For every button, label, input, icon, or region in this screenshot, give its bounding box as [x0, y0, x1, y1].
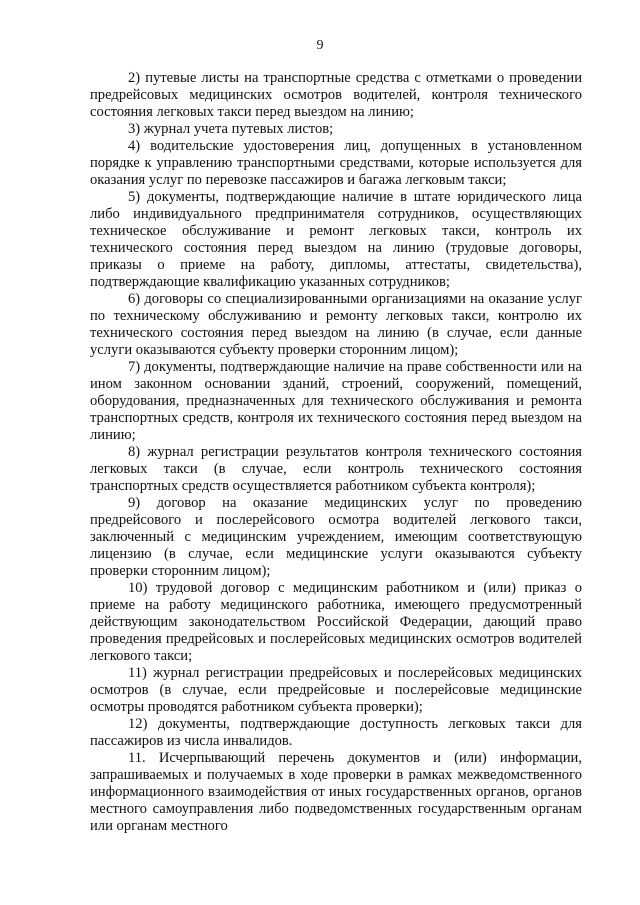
paragraph-item-2: 2) путевые листы на транспортные средства с отметками о проведении предрейсовых медицинских осмотров водителей, контроля технического состояния легковых такси перед выездом на линию;	[90, 70, 582, 120]
document-body	[90, 70, 582, 835]
paragraph-item-8: 8) журнал регистрации результатов контроля технического состояния легковых такси (в случае, если контроль технического состояния транспортных средств осуществляется работником субъекта контроля);	[90, 444, 582, 494]
paragraph-item-12: 12) документы, подтверждающие доступность легковых такси для пассажиров из числа инвалидов.	[90, 716, 582, 749]
paragraph-item-11: 11) журнал регистрации предрейсовых и послерейсовых медицинских осмотров (в случае, если предрейсовые и послерейсовые медицинские осмотры проводятся работником субъекта проверки);	[90, 665, 582, 715]
paragraph-item-7: 7) документы, подтверждающие наличие на праве собственности или на ином законном основании зданий, строений, сооружений, помещений, оборудования, предназначенных для технического обслуживания и ремонта транспортных средств, контроля их технического состояния перед выездом на линию;	[90, 359, 582, 443]
paragraph-item-6: 6) договоры со специализированными организациями на оказание услуг по техническому обслуживанию и ремонту легковых такси, контролю их технического состояния перед выездом на линию (в случае, если данные услуги оказываются субъекту проверки сторонним лицом);	[90, 291, 582, 358]
paragraph-item-3: 3) журнал учета путевых листов;	[128, 121, 334, 137]
paragraph-item-4: 4) водительские удостоверения лиц, допущенных в установленном порядке к управлению транспортными средствами, которые используется для оказания услуг по перевозке пассажиров и багажа легковым такси;	[90, 138, 582, 188]
paragraph-item-5: 5) документы, подтверждающие наличие в штате юридического лица либо индивидуального предпринимателя сотрудников, осуществляющих техническое обслуживание и ремонт легковых такси, контроль их технического состояния перед выездом на линию (трудовые договоры, приказы о приеме на работу, дипломы, аттестаты, свидетельства), подтверждающие квалификацию указанных сотрудников;	[90, 189, 582, 290]
section-11-paragraph: 11. Исчерпывающий перечень документов и (или) информации, запрашиваемых и получаемых в ходе проверки в рамках межведомственного информационного взаимодействия от иных государственных органов, органов местного самоуправления либо подведомственных государственным органам или органам местного	[90, 750, 582, 834]
page-number: 9	[316, 38, 324, 53]
paragraph-item-9: 9) договор на оказание медицинских услуг по проведению предрейсового и послерейсового осмотра водителей легкового такси, заключенный с медицинским учреждением, имеющим соответствующую лицензию (в случае, если медицинские услуги оказываются субъекту проверки сторонним лицом);	[90, 495, 582, 579]
paragraph-item-10: 10) трудовой договор с медицинским работником и (или) приказ о приеме на работу медицинского работника, имеющего предусмотренный действующим законодательством Российской Федерации, дающий право проведения предрейсовых и послерейсовых медицинских осмотров водителей легкового такси;	[90, 580, 582, 664]
